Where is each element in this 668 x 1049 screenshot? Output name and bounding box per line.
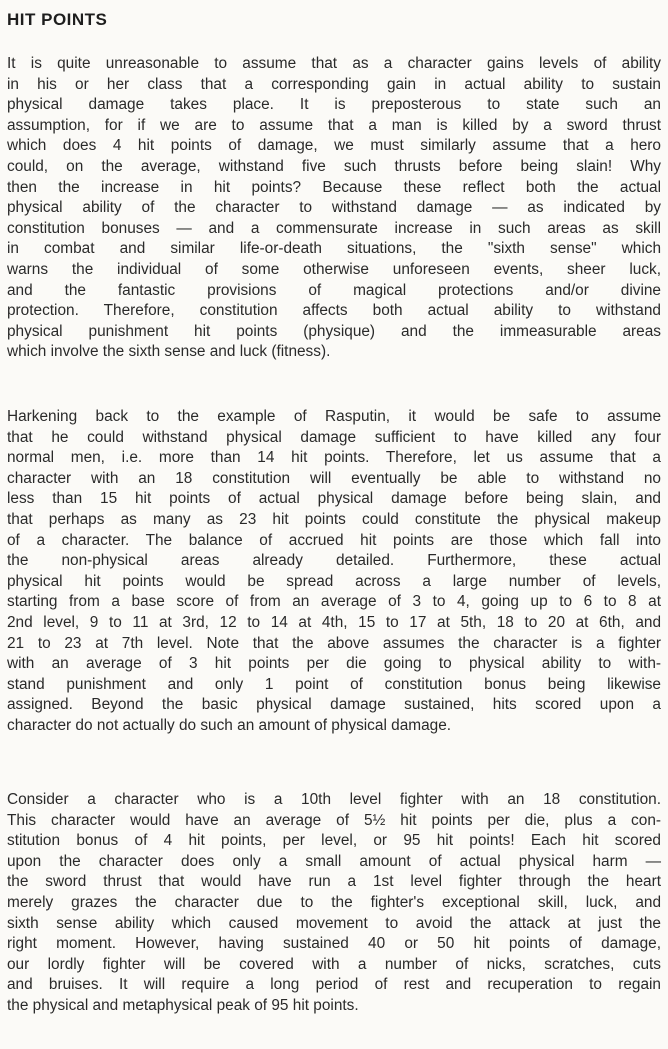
text-line: Harkening back to the example of Rasputin, it would be safe to assume <box>7 408 661 425</box>
section-heading: HIT POINTS <box>7 10 108 29</box>
text-line: constitution bonuses — and a commensurate increase in such areas as skill <box>7 219 661 237</box>
text-line: physical ability of the character to withstand damage — as indicated by <box>7 199 661 217</box>
text-line: of a character. The balance of accrued hit points are those which fall into <box>7 531 661 549</box>
text-line: stitution bonus of 4 hit points, per level, or 95 hit points! Each hit scored <box>7 832 661 850</box>
text-line: then the increase in hit points? Because these reflect both the actual <box>7 178 661 196</box>
text-line: the sword thrust that would have run a 1st level fighter through the heart <box>7 873 661 891</box>
text-line: which does 4 hit points of damage, we must similarly assume that a hero <box>7 137 661 155</box>
text-line: warns the individual of some otherwise unforeseen events, sheer luck, <box>7 260 661 278</box>
text-line: and the fantastic provisions of magical protections and/or divine <box>7 281 661 299</box>
text-line: which involve the sixth sense and luck (fitness). <box>7 343 331 361</box>
text-line: Consider a character who is a 10th level fighter with an 18 constitution. <box>7 791 661 808</box>
text-line: protection. Therefore, constitution affects both actual ability to withstand <box>7 302 661 320</box>
text-line: the non-physical areas already detailed. Furthermore, these actual <box>7 552 661 570</box>
paragraph-1 <box>7 54 661 363</box>
text-line: assigned. Beyond the basic physical damage sustained, hits scored upon a <box>7 696 661 714</box>
text-line: less than 15 hit points of actual physical damage before being slain, and <box>7 490 661 508</box>
text-line: normal men, i.e. more than 14 hit points. Therefore, let us assume that a <box>7 449 661 467</box>
text-line: our lordly fighter will be covered with a number of nicks, scratches, cuts <box>7 955 661 973</box>
text-line: could, on the average, withstand five such thrusts before being slain! Why <box>7 157 661 175</box>
text-line: with an average of 3 hit points per die going to physical ability to with- <box>7 655 661 673</box>
text-line: that perhaps as many as 23 hit points could constitute the physical makeup <box>7 510 661 528</box>
text-line: 2nd level, 9 to 11 at 3rd, 12 to 14 at 4th, 15 to 17 at 5th, 18 to 20 at 6th, and <box>7 613 661 631</box>
text-line: physical damage takes place. It is preposterous to state such an <box>7 96 661 114</box>
text-line: character with an 18 constitution will eventually be able to withstand no <box>7 469 661 487</box>
text-line: physical hit points would be spread across a large number of levels, <box>7 572 661 590</box>
text-line: starting from a base score of from an average of 3 to 4, going up to 6 to 8 at <box>7 593 661 611</box>
text-line: merely grazes the character due to the fighter's exceptional skill, luck, and <box>7 893 661 911</box>
text-line: stand punishment and only 1 point of constitution bonus being likewise <box>7 675 661 693</box>
paragraph-2 <box>7 407 661 737</box>
text-line: sixth sense ability which caused movement to avoid the attack at just the <box>7 914 661 932</box>
text-line: physical punishment hit points (physique) and the immeasurable areas <box>7 322 661 340</box>
paragraph-3 <box>7 790 661 1017</box>
text-line: that he could withstand physical damage sufficient to have killed any four <box>7 428 661 446</box>
text-line: the physical and metaphysical peak of 95 hit points. <box>7 996 359 1014</box>
text-line: right moment. However, having sustained 40 or 50 hit points of damage, <box>7 935 661 953</box>
text-line: and bruises. It will require a long period of rest and recuperation to regain <box>7 976 661 994</box>
text-line: 21 to 23 at 7th level. Note that the above assumes the character is a fighter <box>7 634 661 652</box>
text-line: assumption, for if we are to assume that a man is killed by a sword thrust <box>7 116 661 134</box>
text-line: It is quite unreasonable to assume that as a character gains levels of ability <box>7 55 661 72</box>
text-line: character do not actually do such an amount of physical damage. <box>7 716 452 734</box>
text-line: in his or her class that a corresponding gain in actual ability to sustain <box>7 75 661 93</box>
text-line: in combat and similar life-or-death situations, the "sixth sense" which <box>7 240 661 258</box>
text-line: upon the character does only a small amount of actual physical harm — <box>7 852 661 870</box>
text-line: This character would have an average of 5½ hit points per die, plus a con- <box>7 811 661 829</box>
